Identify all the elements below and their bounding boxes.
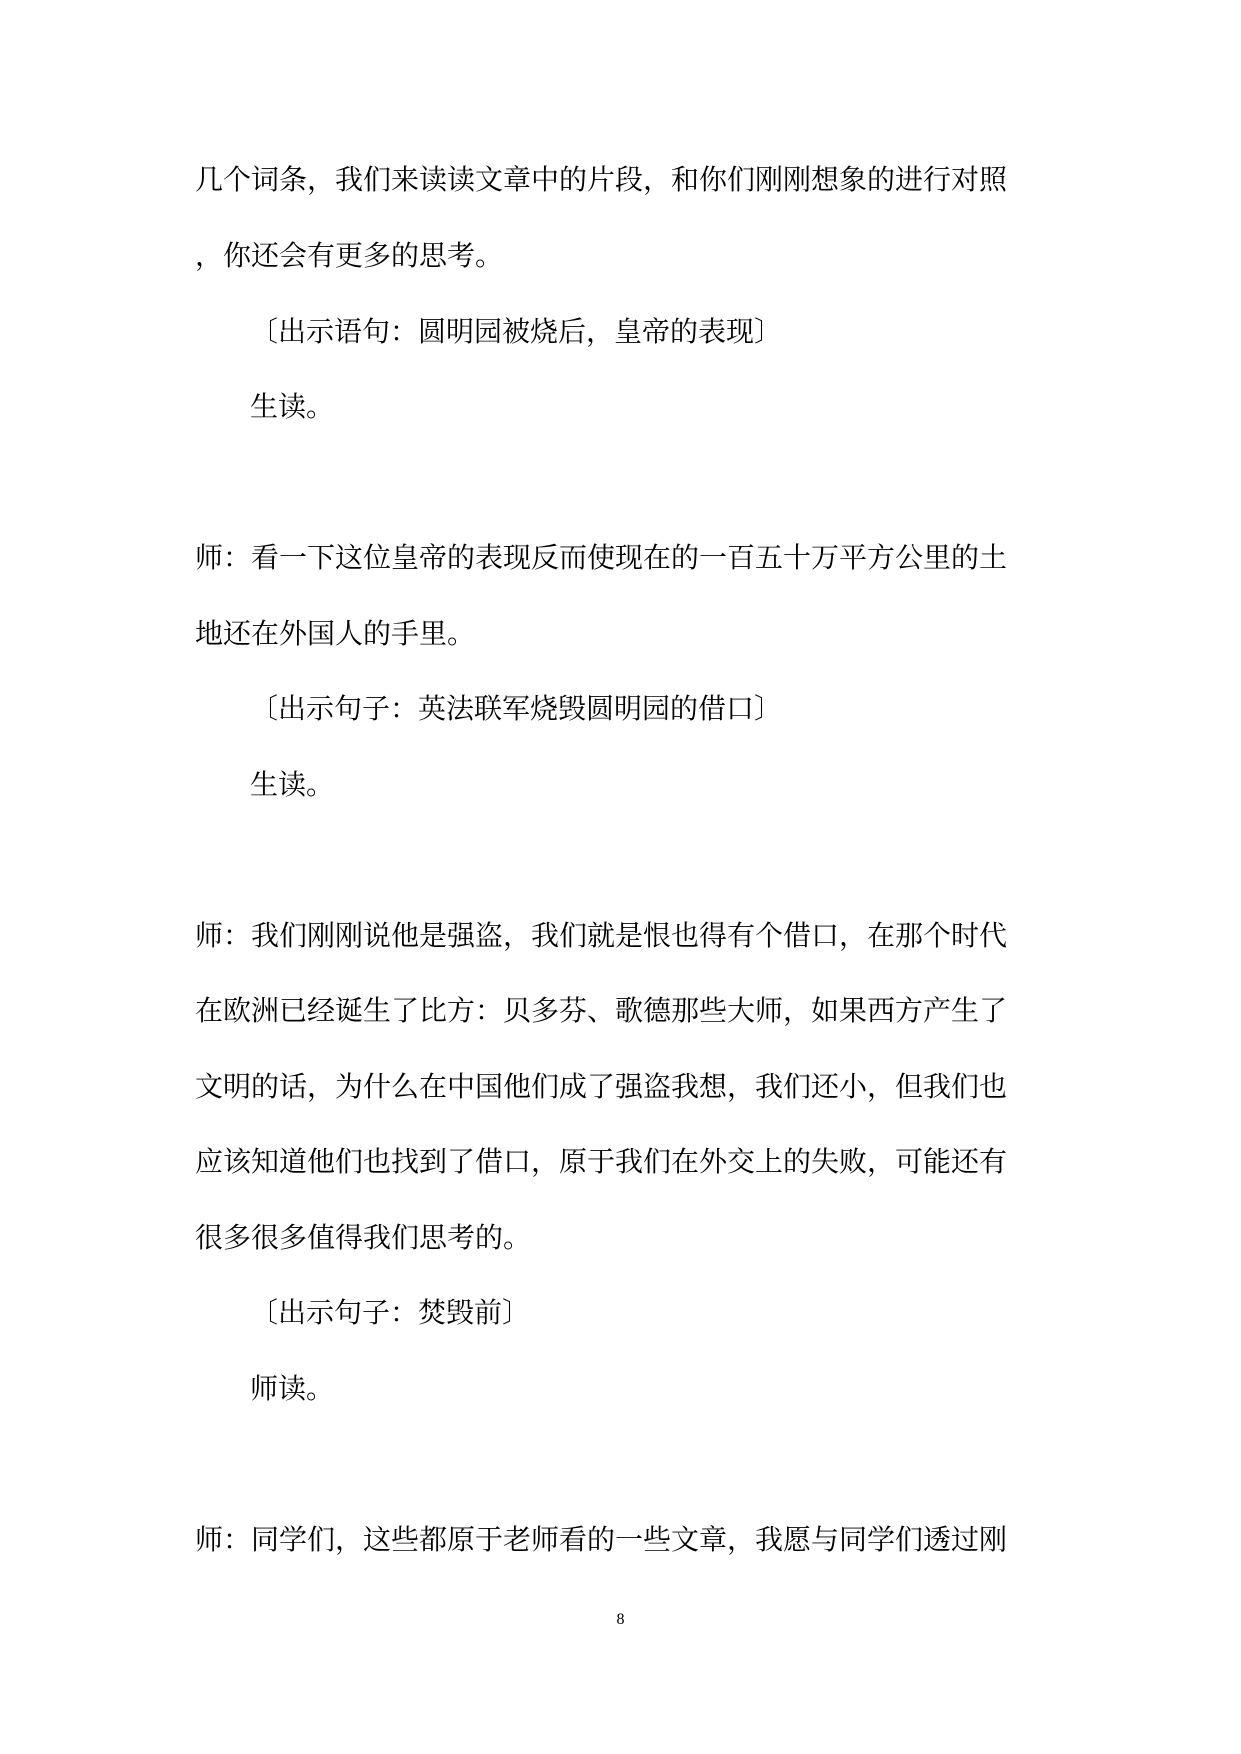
text-line-14: 〔出示句子：焚毁前〕	[250, 1296, 531, 1329]
text-line-16: 师：同学们，这些都原于老师看的一些文章，我愿与同学们透过刚	[195, 1523, 1008, 1556]
text-line-9: 师：我们刚刚说他是强盗，我们就是恨也得有个借口，在那个时代	[195, 919, 1008, 952]
text-line-11: 文明的话，为什么在中国他们成了强盗我想，我们还小，但我们也	[195, 1070, 1008, 1103]
text-line-4: 生读。	[250, 390, 335, 423]
text-line-10: 在欧洲已经诞生了比方：贝多芬、歌德那些大师，如果西方产生了	[195, 994, 1008, 1027]
text-line-2: ，你还会有更多的思考。	[195, 239, 504, 272]
text-line-5: 师：看一下这位皇帝的表现反而使现在的一百五十万平方公里的土	[195, 541, 1008, 574]
text-line-1: 几个词条，我们来读读文章中的片段，和你们刚刚想象的进行对照	[195, 163, 1008, 196]
text-line-13: 很多很多值得我们思考的。	[195, 1221, 532, 1254]
text-line-8: 生读。	[250, 768, 335, 801]
text-line-12: 应该知道他们也找到了借口，原于我们在外交上的失败，可能还有	[195, 1145, 1008, 1178]
text-line-15: 师读。	[250, 1372, 335, 1405]
text-line-3: 〔出示语句：圆明园被烧后，皇帝的表现〕	[250, 315, 783, 348]
text-line-7: 〔出示句子：英法联军烧毁圆明园的借口〕	[250, 692, 783, 725]
page-number: 8	[616, 1611, 625, 1628]
text-line-6: 地还在外国人的手里。	[195, 617, 476, 650]
